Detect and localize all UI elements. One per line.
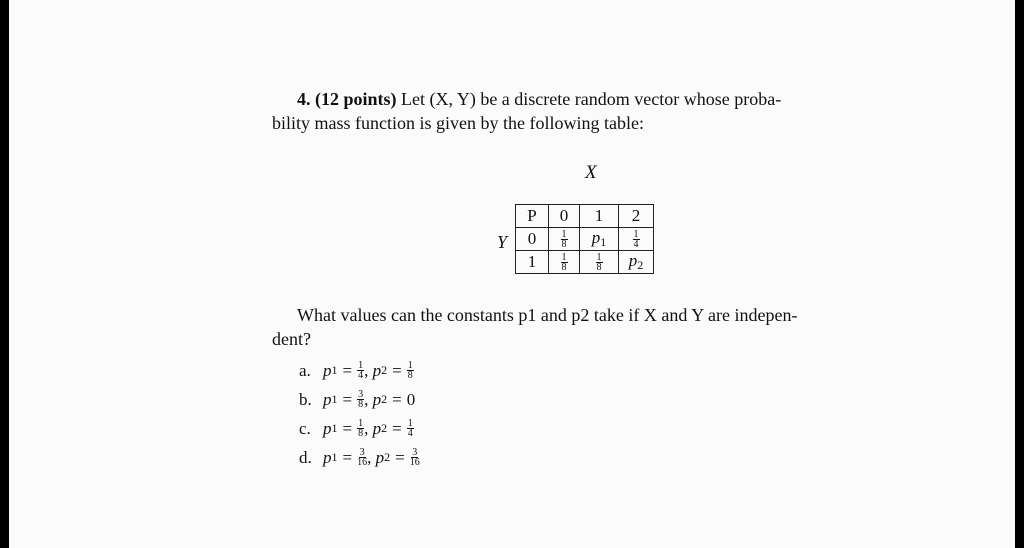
option-p2-value: 0 [406,389,416,409]
table-x-label: X [585,162,597,183]
problem-number: 4. [297,89,311,109]
document-page [9,0,1015,548]
pmf-table [515,204,654,274]
answer-options [299,356,420,472]
question-text [272,303,884,351]
y-value: 1 [516,251,549,274]
option-b[interactable]: b. p 1 = $\frac{3}{8}$ , p 2 = 0 [299,389,416,410]
table-cell: $\frac{1}{8}$ [580,251,619,274]
y-value: 0 [516,228,549,251]
x-value: 2 [619,205,654,228]
intro-line-1: Let (X, Y) be a discrete random vector whose proba- [401,89,782,109]
problem-points: (12 points) [315,89,397,109]
table-cell: $p_1$ [580,228,619,251]
option-label: d. [299,447,312,467]
option-a[interactable]: a. p 1 = $\frac{1}{4}$ , p 2 = $\frac{1}{8}$ [299,360,413,381]
table-cell: $p_2$ [619,251,654,274]
option-label: a. [299,360,311,380]
option-label: c. [299,418,311,438]
option-p1-value: $\frac{3}{16}$ [357,447,368,468]
option-p1-value: $\frac{1}{4}$ [358,360,364,381]
problem-statement [272,87,884,135]
table-header-row [516,205,654,228]
option-p2-value: $\frac{1}{4}$ [407,418,413,439]
option-p1-value: $\frac{3}{8}$ [358,389,364,410]
table-cell: $\frac{1}{8}$ [549,251,580,274]
table-cell: $\frac{1}{4}$ [619,228,654,251]
table-row [516,251,654,274]
intro-line-2: bility mass function is given by the following table: [272,113,644,133]
option-p2-value: $\frac{1}{8}$ [407,360,413,381]
x-value: 1 [580,205,619,228]
question-line-2: dent? [272,329,311,349]
option-label: b. [299,389,312,409]
table-y-label: Y [497,232,508,252]
x-value: 0 [549,205,580,228]
option-d[interactable]: d. p 1 = $\frac{3}{16}$ , p 2 = $\frac{3}{16}$ [299,447,420,468]
table-row [516,228,654,251]
option-p1-value: $\frac{1}{8}$ [358,418,364,439]
table-corner: P [516,205,549,228]
question-line-1: What values can the constants p1 and p2 take if X and Y are indepen- [297,305,798,325]
table-cell: $\frac{1}{8}$ [549,228,580,251]
option-p2-value: $\frac{3}{16}$ [409,447,420,468]
option-c[interactable]: c. p 1 = $\frac{1}{8}$ , p 2 = $\frac{1}{4}$ [299,418,413,439]
